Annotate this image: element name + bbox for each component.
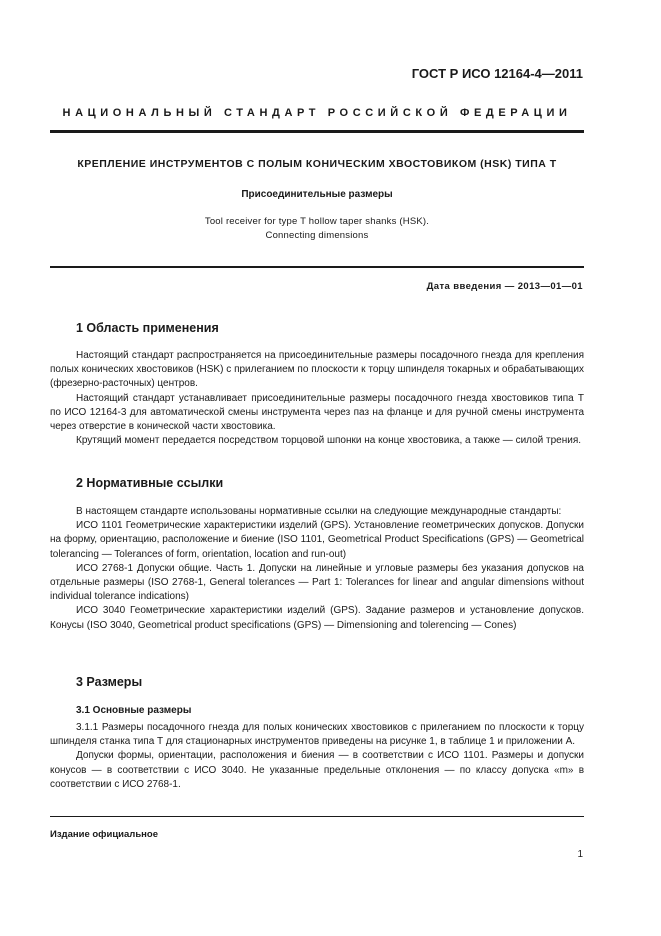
paragraph: Крутящий момент передается посредством торцовой шпонки на конце хвостовика, а также — силой трения. xyxy=(76,435,582,447)
footer-divider xyxy=(50,816,584,817)
standard-subtitle: Присоединительные размеры xyxy=(241,189,393,200)
section-1-heading: 1 Область применения xyxy=(76,321,219,335)
section-2-body xyxy=(50,505,584,633)
section-3-body xyxy=(50,721,584,792)
national-standard-banner: НАЦИОНАЛЬНЫЙ СТАНДАРТ РОССИЙСКОЙ ФЕДЕРАЦИИ xyxy=(62,107,572,119)
section-3-heading: 3 Размеры xyxy=(76,675,143,689)
document-code: ГОСТ Р ИСО 12164-4—2011 xyxy=(411,66,583,81)
subsection-3-1-heading: 3.1 Основные размеры xyxy=(76,705,192,716)
english-title xyxy=(50,215,584,243)
page-number: 1 xyxy=(577,849,583,860)
standard-title: КРЕПЛЕНИЕ ИНСТРУМЕНТОВ С ПОЛЫМ КОНИЧЕСКИМ ХВОСТОВИКОМ (HSK) ТИПА Т xyxy=(77,158,557,170)
header-divider xyxy=(50,130,584,133)
paragraph: Настоящий стандарт распространяется на присоединительные размеры посадочного гнезда для крепления полых конических хвостовиков (HSK) с прилеганием по плоскости к торцу шпинделя токарных и обрабатывающих (фрезерно-расточных) центров. xyxy=(50,350,584,390)
paragraph: В настоящем стандарте использованы нормативные ссылки на следующие международные стандарты: xyxy=(76,506,562,517)
title-divider xyxy=(50,266,584,268)
paragraph: ИСО 2768-1 Допуски общие. Часть 1. Допуски на линейные и угловые размеры без указания допусков на отдельные размеры (ISO 2768-1, General tolerances — Part 1: Tolerances for linear and angular dimensions without individual tolerance indications) xyxy=(50,562,584,603)
section-1-body xyxy=(50,349,584,448)
paragraph: ИСО 3040 Геометрические характеристики изделий (GPS). Задание размеров и установление допусков. Конусы (ISO 3040, Geometrical product specifications (GPS) — Dimensioning and tolerencing — Cones) xyxy=(50,605,584,631)
introduction-date: Дата введения — 2013—01—01 xyxy=(426,281,583,292)
paragraph: 3.1.1 Размеры посадочного гнезда для полых конических хвостовиков с прилеганием по плоскости к торцу шпинделя станка типа Т для стационарных инструментов приведены на рисунке 1, в таблице 1 и приложении А. xyxy=(50,722,584,748)
paragraph: Допуски формы, ориентации, расположения и биения — в соответствии с ИСО 1101. Размеры и допуски конусов — в соответствии с ИСО 3040. Не указанные предельные отклонения — по классу допуска «m» в соответствии с ИСО 2768-1. xyxy=(50,750,584,790)
section-2-heading: 2 Нормативные ссылки xyxy=(76,476,224,490)
english-title-line-2: Connecting dimensions xyxy=(265,230,369,241)
english-title-line-1: Tool receiver for type T hollow taper shanks (HSK). xyxy=(204,216,430,227)
official-edition-label: Издание официальное xyxy=(50,829,158,840)
paragraph: ИСО 1101 Геометрические характеристики изделий (GPS). Установление геометрических допусков. Допуски на форму, ориентацию, расположение и биение (ISO 1101, Geometrical Product Specifications (GPS) — Geometrical tolerancing — Tolerances of form, orientation, location and run-out) xyxy=(50,520,584,560)
paragraph: Настоящий стандарт устанавливает присоединительные размеры посадочного гнезда хвостовиков типа Т по ИСО 12164-3 для автоматической смены инструмента через паз на фланце и для ручной смены инструмента через отверстие в конической части хвостовика. xyxy=(50,392,584,433)
